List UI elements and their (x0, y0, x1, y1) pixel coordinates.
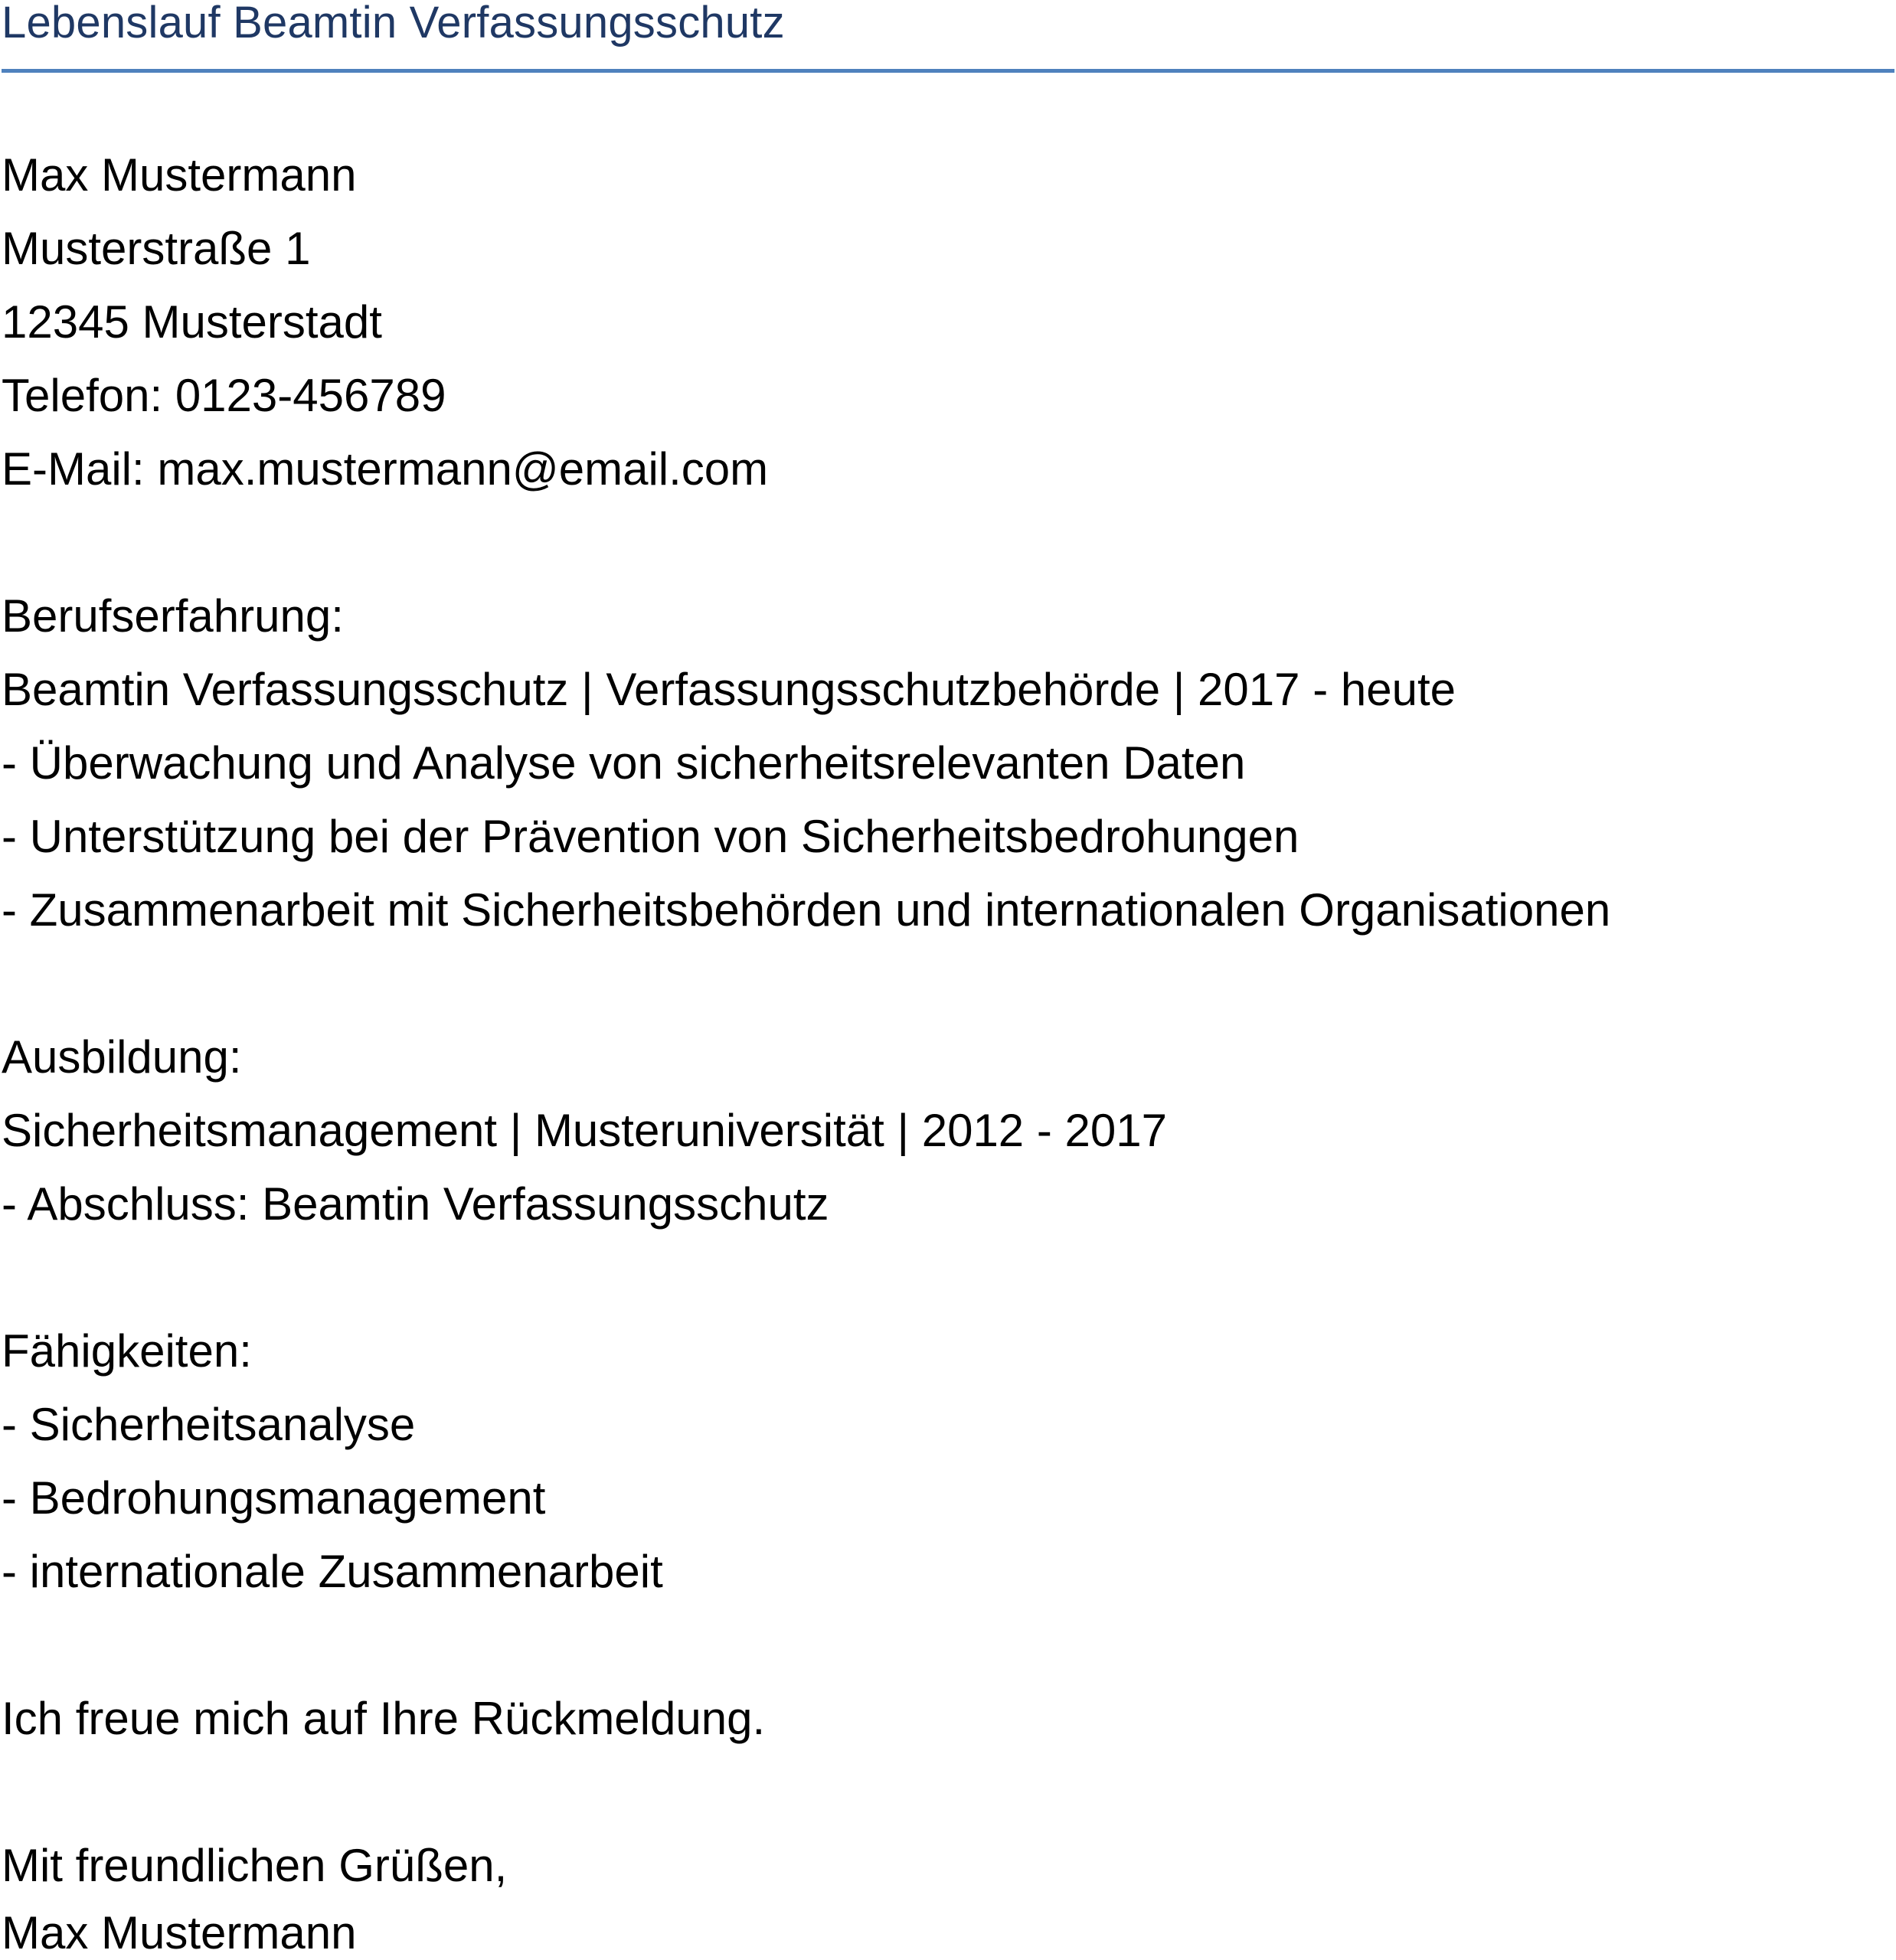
education-program: Sicherheitsmanagement | Musteruniversität | 2012 - 2017 (2, 1105, 1167, 1156)
contact-street: Musterstraße 1 (2, 223, 311, 274)
education-bullet: - Abschluss: Beamtin Verfassungsschutz (2, 1178, 829, 1230)
experience-heading: Berufserfahrung: (2, 590, 344, 642)
education-heading: Ausbildung: (2, 1031, 242, 1083)
contact-city: 12345 Musterstadt (2, 296, 382, 348)
closing-salutation: Mit freundlichen Grüßen, (2, 1840, 508, 1891)
experience-bullet: - Zusammenarbeit mit Sicherheitsbehörden und internationalen Organisationen (2, 884, 1611, 936)
title-underline (2, 69, 1894, 73)
contact-name: Max Mustermann (2, 149, 357, 201)
skills-bullet: - Sicherheitsanalyse (2, 1399, 416, 1450)
contact-phone: Telefon: 0123-456789 (2, 370, 446, 421)
document-title: Lebenslauf Beamtin Verfassungsschutz (2, 0, 785, 47)
contact-email: E-Mail: max.mustermann@email.com (2, 443, 769, 495)
closing-line: Ich freue mich auf Ihre Rückmeldung. (2, 1693, 766, 1744)
skills-bullet: - internationale Zusammenarbeit (2, 1546, 663, 1597)
experience-bullet: - Überwachung und Analyse von sicherheitsrelevanten Daten (2, 737, 1246, 789)
skills-bullet: - Bedrohungsmanagement (2, 1472, 546, 1524)
skills-heading: Fähigkeiten: (2, 1325, 252, 1377)
experience-bullet: - Unterstützung bei der Prävention von Sicherheitsbedrohungen (2, 811, 1299, 862)
closing-signature: Max Mustermann (2, 1907, 357, 1958)
experience-position: Beamtin Verfassungsschutz | Verfassungsschutzbehörde | 2017 - heute (2, 664, 1456, 715)
